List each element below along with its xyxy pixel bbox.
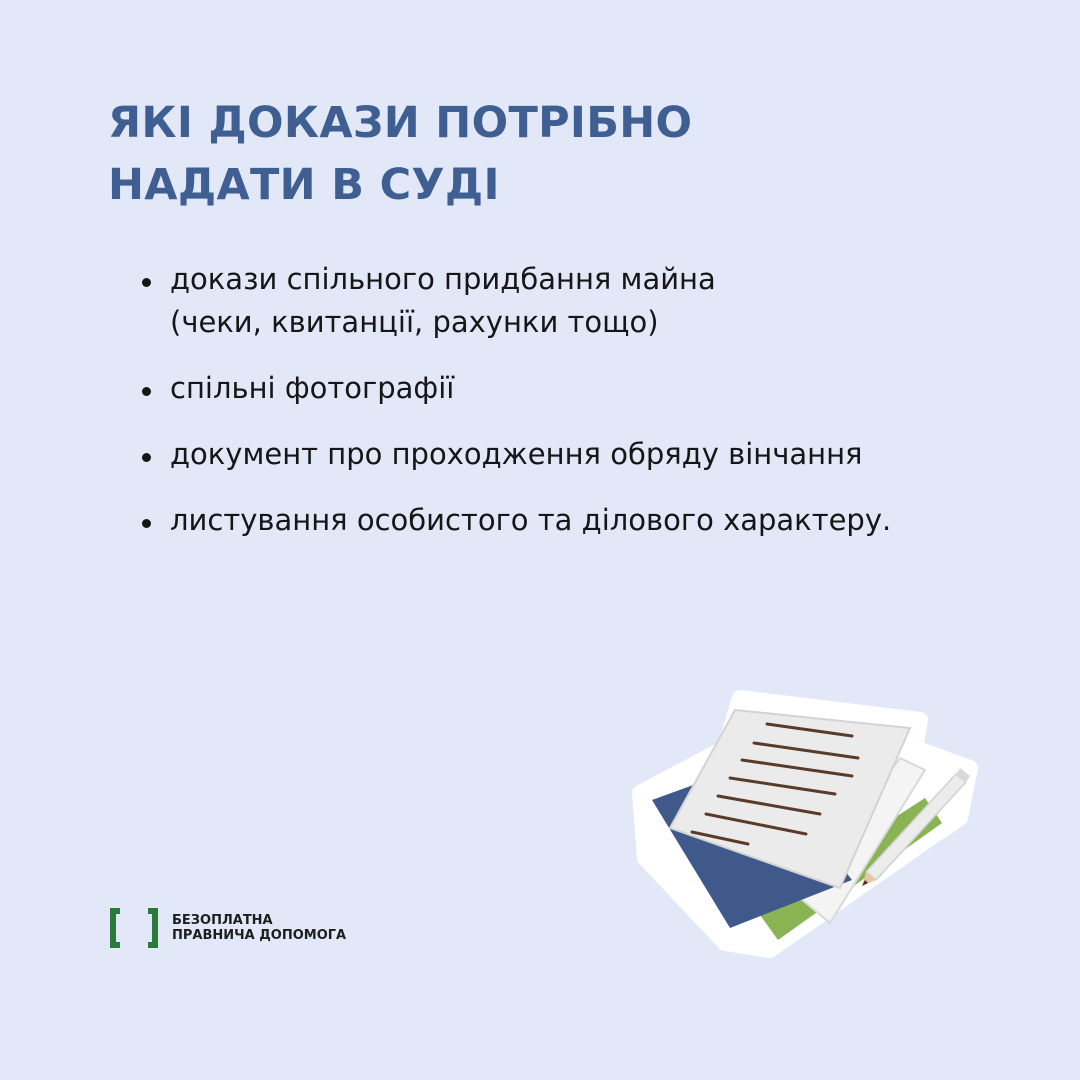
list-item-text-continued: (чеки, квитанції, рахунки тощо): [170, 305, 659, 339]
list-item: [140, 433, 891, 476]
documents-pen-icon: [630, 688, 990, 958]
title-line-1: ЯКІ ДОКАЗИ ПОТРІБНО: [108, 98, 693, 148]
logo-text-line-1: БЕЗОПЛАТНА: [172, 913, 273, 928]
logo-text: [172, 913, 346, 943]
title-line-2: НАДАТИ В СУДІ: [108, 160, 500, 210]
list-item-text: спільні фотографії: [170, 371, 455, 405]
evidence-list: [140, 258, 891, 565]
list-item-text: докази спільного придбання майна: [170, 262, 716, 296]
list-item: [140, 499, 891, 542]
page-title: [108, 92, 692, 216]
bracket-logo-icon: [108, 906, 160, 950]
list-item-text: листування особистого та ділового характеру.: [170, 503, 892, 537]
list-item: [140, 367, 891, 410]
organization-logo: [108, 906, 346, 950]
list-item-text: документ про проходження обряду вінчання: [170, 437, 863, 471]
list-item: [140, 258, 891, 344]
logo-text-line-2: ПРАВНИЧА ДОПОМОГА: [172, 928, 347, 943]
